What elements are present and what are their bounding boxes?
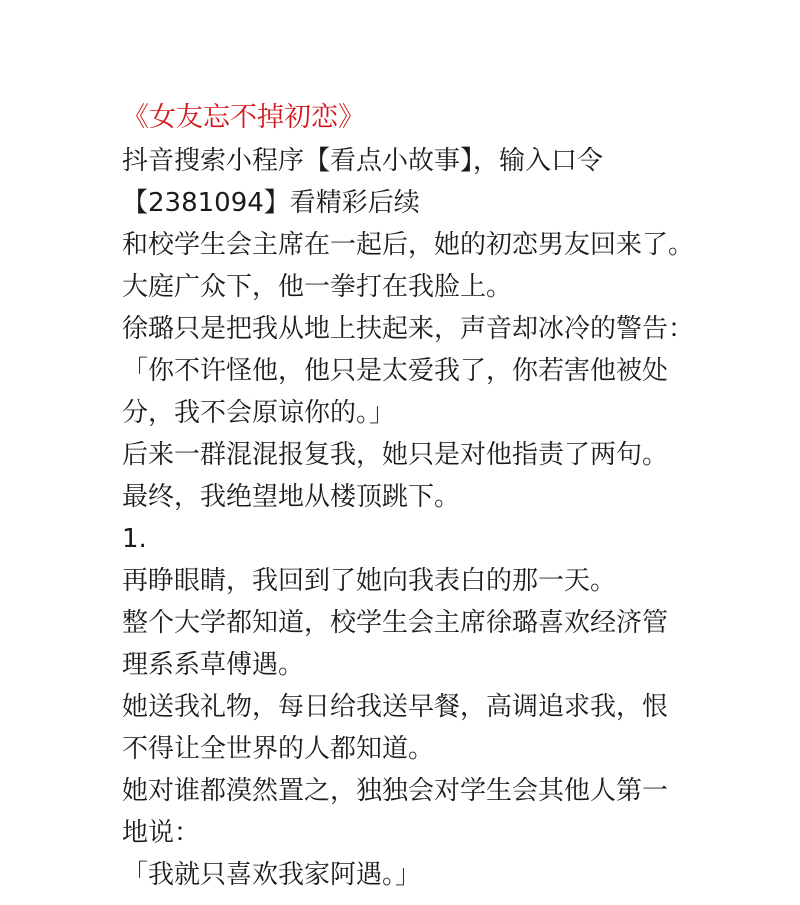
chapter-number: 1. [122,524,147,554]
paragraph-line: 地说： [122,818,201,848]
paragraph-line: 再睁眼睛，我回到了她向我表白的那一天。 [122,566,617,596]
paragraph-line: 【2381094】看精彩后续 [122,188,420,218]
paragraph-line: 整个大学都知道，校学生会主席徐璐喜欢经济管 [122,608,669,638]
paragraph-line: 她送我礼物，每日给我送早餐，高调追求我，恨 [122,692,669,722]
paragraph-line: 她对谁都漠然置之，独独会对学生会其他人第一 [122,776,669,806]
paragraph-line: 「我就只喜欢我家阿遇。」 [122,860,422,890]
paragraph-line: 理系系草傅遇。 [122,650,305,680]
paragraph-line: 大庭广众下，他一拳打在我脸上。 [122,272,513,302]
paragraph-line: 徐璐只是把我从地上扶起来，声音却冰冷的警告： [122,314,695,344]
article-title: 《女友忘不掉初恋》 [122,102,365,133]
paragraph-line: 「你不许怪他，他只是太爱我了，你若害他被处 [122,356,669,386]
paragraph-line: 后来一群混混报复我，她只是对他指责了两句。 [122,440,669,470]
paragraph-line: 最终，我绝望地从楼顶跳下。 [122,482,461,512]
paragraph-line: 抖音搜索小程序【看点小故事】，输入口令 [122,146,604,176]
paragraph-line: 和校学生会主席在一起后，她的初恋男友回来了。 [122,230,695,260]
paragraph-line: 不得让全世界的人都知道。 [122,734,435,764]
paragraph-line: 分，我不会原谅你的。」 [122,398,396,428]
article-body [122,140,742,896]
